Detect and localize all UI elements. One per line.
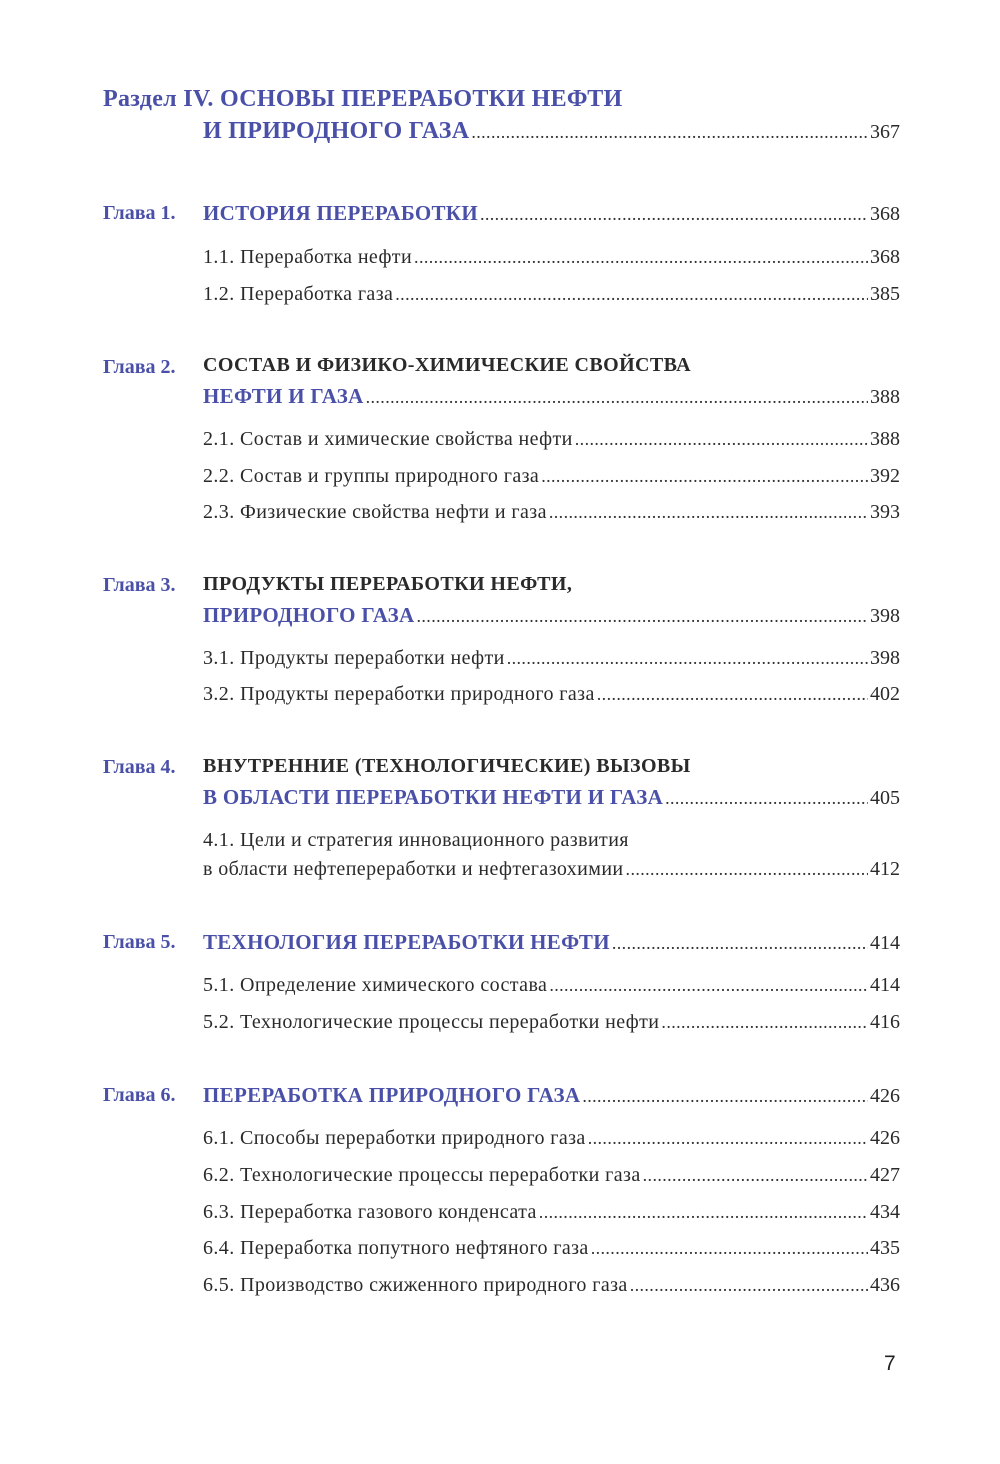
chapter-label: Глава 2. (103, 356, 176, 378)
section-title: 5.2. Технологические процессы переработки нефти (203, 1011, 660, 1033)
toc-entry-section[interactable] (203, 283, 900, 306)
leader-dots (539, 1202, 868, 1223)
chapter-title-line1: ПРОДУКТЫ ПЕРЕРАБОТКИ НЕФТИ, (203, 573, 573, 595)
page-number: 416 (870, 1011, 900, 1033)
section-title: 5.1. Определение химического состава (203, 974, 548, 996)
toc-entry-chapter[interactable] (203, 930, 900, 955)
page-number: 435 (870, 1237, 900, 1259)
chapter-title-line1: СОСТАВ И ФИЗИКО-ХИМИЧЕСКИЕ СВОЙСТВА (203, 354, 691, 376)
toc-entry-section[interactable] (203, 246, 900, 269)
section-title: 1.2. Переработка газа (203, 283, 394, 305)
section-title: 2.2. Состав и группы природного газа (203, 465, 540, 487)
toc-entry-section[interactable] (203, 647, 900, 670)
leader-dots (626, 859, 868, 880)
toc-entry-chapter[interactable] (203, 785, 900, 810)
leader-dots (549, 975, 868, 996)
chapter-label: Глава 4. (103, 756, 176, 778)
leader-dots (612, 933, 868, 954)
toc-entry-chapter[interactable] (203, 603, 900, 628)
page-number: 393 (870, 501, 900, 523)
section-title: 3.2. Продукты переработки природного газа (203, 683, 595, 705)
section-title: 3.1. Продукты переработки нефти (203, 647, 505, 669)
page-number: 412 (870, 858, 900, 880)
leader-dots (630, 1275, 868, 1296)
part-title-line2: И ПРИРОДНОГО ГАЗА (203, 118, 470, 144)
leader-dots (549, 502, 868, 523)
section-title: 6.1. Способы переработки природного газа (203, 1127, 586, 1149)
leader-dots (414, 247, 868, 268)
toc-entry-section[interactable] (203, 1274, 900, 1297)
chapter-label: Глава 5. (103, 931, 176, 953)
toc-entry-section[interactable] (203, 428, 900, 451)
chapter-label: Глава 6. (103, 1084, 176, 1106)
page-number: 367 (870, 121, 900, 143)
part-title-line1: Раздел IV. ОСНОВЫ ПЕРЕРАБОТКИ НЕФТИ (103, 86, 623, 112)
toc-entry-section[interactable] (203, 465, 900, 488)
toc-entry-section[interactable] (203, 974, 900, 997)
leader-dots (395, 284, 868, 305)
leader-dots (480, 204, 868, 225)
leader-dots (507, 648, 868, 669)
toc-entry-section[interactable] (203, 1164, 900, 1187)
leader-dots (471, 122, 868, 143)
toc-entry-chapter[interactable] (203, 384, 900, 409)
leader-dots (366, 387, 868, 408)
leader-dots (588, 1128, 868, 1149)
toc-entry-section[interactable] (203, 858, 900, 881)
section-title-line1: 4.1. Цели и стратегия инновационного развития (203, 829, 629, 851)
chapter-title-line2: ПРИРОДНОГО ГАЗА (203, 603, 415, 627)
page-number: 414 (870, 974, 900, 996)
page-number: 436 (870, 1274, 900, 1296)
leader-dots (643, 1165, 868, 1186)
toc-entry-chapter[interactable] (203, 201, 900, 226)
page-number: 388 (870, 386, 900, 408)
chapter-title: ТЕХНОЛОГИЯ ПЕРЕРАБОТКИ НЕФТИ (203, 930, 610, 954)
toc-entry-section[interactable] (203, 683, 900, 706)
leader-dots (661, 1012, 868, 1033)
section-title: 1.1. Переработка нефти (203, 246, 413, 268)
page-number: 392 (870, 465, 900, 487)
leader-dots (665, 788, 868, 809)
chapter-title-line2: НЕФТИ И ГАЗА (203, 384, 364, 408)
chapter-title: ИСТОРИЯ ПЕРЕРАБОТКИ (203, 201, 478, 225)
chapter-label: Глава 3. (103, 574, 176, 596)
page-number: 405 (870, 787, 900, 809)
leader-dots (582, 1086, 868, 1107)
section-title: 2.3. Физические свойства нефти и газа (203, 501, 547, 523)
page-number: 427 (870, 1164, 900, 1186)
page-number: 398 (870, 647, 900, 669)
section-title: 6.4. Переработка попутного нефтяного газа (203, 1237, 589, 1259)
toc-entry-section[interactable] (203, 1011, 900, 1034)
toc-entry-section[interactable] (203, 501, 900, 524)
leader-dots (575, 429, 868, 450)
section-title: 2.1. Состав и химические свойства нефти (203, 428, 573, 450)
section-title: 6.2. Технологические процессы переработки газа (203, 1164, 641, 1186)
page-number: 368 (870, 246, 900, 268)
chapter-title: ПЕРЕРАБОТКА ПРИРОДНОГО ГАЗА (203, 1083, 581, 1107)
toc-entry-part[interactable] (203, 118, 900, 145)
toc-entry-section[interactable] (203, 1127, 900, 1150)
page-number: 426 (870, 1085, 900, 1107)
page-number: 388 (870, 428, 900, 450)
page-folio: 7 (884, 1352, 896, 1375)
page-number: 368 (870, 203, 900, 225)
chapter-title-line2: В ОБЛАСТИ ПЕРЕРАБОТКИ НЕФТИ И ГАЗА (203, 785, 664, 809)
section-title-line2: в области нефтепереработки и нефтегазохимии (203, 858, 624, 880)
section-title: 6.3. Переработка газового конденсата (203, 1201, 537, 1223)
page-number: 385 (870, 283, 900, 305)
leader-dots (417, 606, 869, 627)
leader-dots (541, 466, 868, 487)
section-title: 6.5. Производство сжиженного природного газа (203, 1274, 628, 1296)
chapter-title-line1: ВНУТРЕННИЕ (ТЕХНОЛОГИЧЕСКИЕ) ВЫЗОВЫ (203, 755, 691, 777)
toc-entry-chapter[interactable] (203, 1083, 900, 1108)
leader-dots (591, 1238, 868, 1259)
chapter-label: Глава 1. (103, 202, 176, 224)
toc-entry-section[interactable] (203, 1201, 900, 1224)
page-number: 398 (870, 605, 900, 627)
page-number: 426 (870, 1127, 900, 1149)
page-number: 402 (870, 683, 900, 705)
toc-entry-section[interactable] (203, 1237, 900, 1260)
page-number: 434 (870, 1201, 900, 1223)
leader-dots (597, 684, 868, 705)
page-number: 414 (870, 932, 900, 954)
